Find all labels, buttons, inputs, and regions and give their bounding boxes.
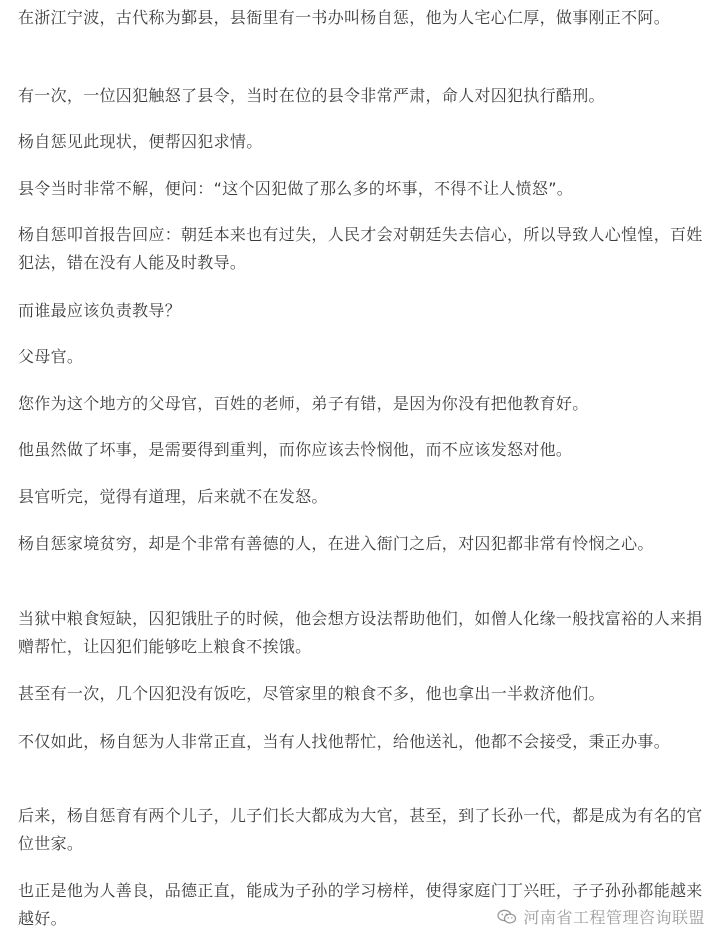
paragraph-14: 不仅如此，杨自惩为人非常正直，当有人找他帮忙，给他送礼，他都不会接受，秉正办事。: [18, 732, 671, 751]
paragraph-8: 您作为这个地方的父母官，百姓的老师，弟子有错，是因为你没有把他教育好。: [18, 394, 589, 413]
wechat-icon: [497, 909, 517, 925]
paragraph-4: 县令当时非常不解，便问：“这个囚犯做了那么多的坏事，不得不让人愤怒”。: [18, 179, 574, 198]
paragraph-13: 甚至有一次，几个囚犯没有饭吃，尽管家里的粮食不多，他也拿出一半救济他们。: [18, 684, 605, 703]
paragraph-15: 后来，杨自惩育有两个儿子，儿子们长大都成为大官，甚至，到了长孙一代，都是成为有名的官位世家。: [18, 806, 703, 853]
paragraph-7: 父母官。: [18, 347, 84, 366]
paragraph-9: 他虽然做了坏事，是需要得到重判，而你应该去怜悯他，而不应该发怒对他。: [18, 440, 573, 459]
paragraph-1: 在浙江宁波，古代称为鄞县，县衙里有一书办叫杨自惩，他为人宅心仁厚，做事刚正不阿。: [18, 8, 671, 27]
paragraph-12: 当狱中粮食短缺，囚犯饿肚子的时候，他会想方设法帮助他们，如僧人化缘一般找富裕的人来捐赠帮忙，让囚犯们能够吃上粮食不挨饿。: [18, 609, 703, 656]
paragraph-11: 杨自惩家境贫穷，却是个非常有善德的人，在进入衙门之后，对囚犯都非常有怜悯之心。: [18, 534, 654, 553]
watermark-text: 河南省工程管理咨询联盟: [523, 908, 705, 927]
paragraph-5: 杨自惩叩首报告回应：朝廷本来也有过失，人民才会对朝廷失去信心，所以导致人心惶惶，百姓犯法，错在没有人能及时教导。: [18, 225, 703, 272]
paragraph-10: 县官听完，觉得有道理，后来就不在发怒。: [18, 487, 328, 506]
paragraph-16: 也正是他为人善良，品德正直，能成为子孙的学习榜样，使得家庭门丁兴旺，子子孙孙都能越来越好。: [18, 881, 703, 928]
paragraph-3: 杨自惩见此现状，便帮囚犯求情。: [18, 132, 263, 151]
paragraph-2: 有一次，一位囚犯触怒了县令，当时在位的县令非常严肃，命人对囚犯执行酷刑。: [18, 86, 605, 105]
watermark: [497, 905, 705, 928]
paragraph-6: 而谁最应该负责教导？: [18, 301, 182, 320]
